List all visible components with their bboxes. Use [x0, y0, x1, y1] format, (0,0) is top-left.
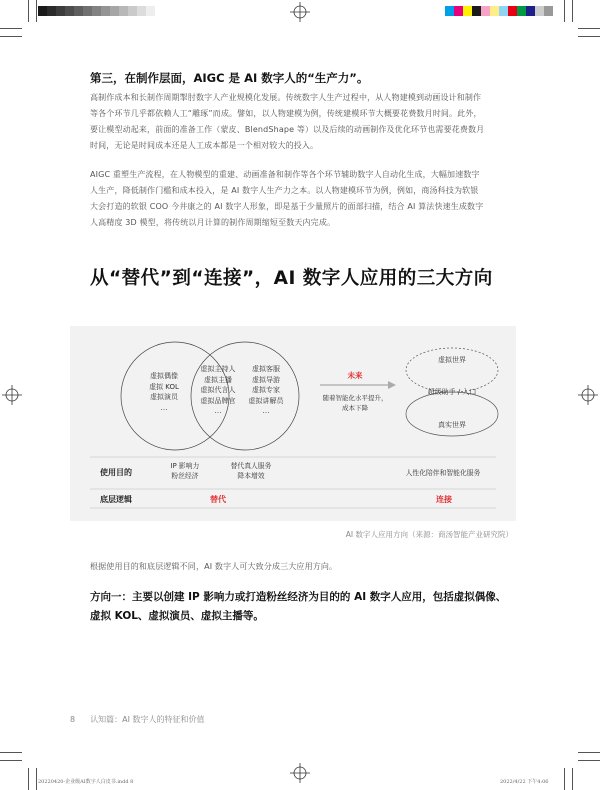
chapter-heading: 从“替代”到“连接”，AI 数字人应用的三大方向	[90, 268, 493, 289]
crop-mark	[0, 752, 22, 753]
color-swatch	[472, 6, 481, 16]
color-swatch	[526, 6, 535, 16]
circle-item: …	[160, 403, 168, 412]
paragraph-line: 要让模型动起来，前面的准备工作（蒙皮、BlendShape 等）以及后续的动画制作及优化环节也需要花费数月	[90, 125, 485, 134]
crop-mark	[564, 768, 565, 790]
section-heading: 第三，在制作层面，AIGC 是 AI 数字人的“生产力”。	[90, 71, 369, 85]
crop-mark	[572, 768, 573, 790]
crop-mark	[0, 760, 22, 761]
underlying-logic-label: 底层逻辑	[100, 495, 132, 504]
color-swatch	[101, 6, 110, 16]
paragraph-line: AIGC 重塑生产流程，在人物模型的重建、动画准备和制作等各个环节辅助数字人自动化生成，大幅加速数字	[90, 170, 480, 179]
crop-mark	[36, 768, 37, 790]
usage-purpose-middle	[216, 461, 286, 481]
color-swatch	[92, 6, 101, 16]
color-swatch	[454, 6, 463, 16]
crop-mark	[578, 36, 600, 37]
overlap-item: 虚拟主播	[204, 375, 232, 384]
circle-item: 虚拟偶像	[150, 372, 178, 380]
logic-substitute: 替代	[210, 495, 226, 504]
paragraph-line: 人高精度 3D 模型，将传统以月计算的制作周期缩短至数天内完成。	[90, 218, 336, 227]
direction-one-line: 虚拟 KOL、虚拟演员、虚拟主播等。	[90, 610, 264, 622]
overlap-item: …	[214, 407, 222, 415]
circle-item: 虚拟演员	[150, 393, 178, 401]
paragraph-line: 时间，无论是时间成本还是人工成本都是一个相对较大的投入。	[90, 141, 319, 150]
color-swatch	[74, 6, 83, 16]
virtual-world-label: 虚拟世界	[438, 356, 466, 364]
registration-mark-top	[290, 2, 310, 22]
color-swatch	[38, 6, 47, 16]
circle-item: 虚拟 KOL	[149, 382, 179, 391]
color-swatch	[508, 6, 517, 16]
slug-left: 20220420-企业级AI数字人白皮书.indd 8	[38, 779, 134, 785]
circle-item: 虚拟专家	[252, 386, 280, 394]
crop-mark	[28, 768, 29, 790]
direction-one-heading	[90, 588, 510, 626]
future-description	[310, 393, 400, 413]
color-swatch	[56, 6, 65, 16]
crop-mark	[578, 760, 600, 761]
circle-item: 虚拟导游	[252, 375, 280, 384]
future-description-line: 随着智能化水平提升，	[322, 394, 388, 402]
crop-mark	[564, 0, 565, 22]
color-swatch	[445, 6, 454, 16]
color-swatch	[481, 6, 490, 16]
usage-purpose-right: 人性化陪伴和智能化服务	[405, 469, 481, 477]
color-swatch	[499, 6, 508, 16]
left-circle-labels	[138, 371, 190, 413]
registration-mark-right	[578, 385, 598, 405]
paragraph-line: 大会打造的软银 COO 今井康之的 AI 数字人形象，即是基于少量照片的面部扫描，结合 AI 算法快速生成数字	[90, 202, 484, 211]
crop-mark	[36, 0, 37, 22]
usage-purpose-line: IP 影响力	[170, 462, 200, 470]
usage-purpose-left	[160, 461, 210, 481]
crop-mark	[0, 28, 22, 29]
overlap-item: 虚拟代言人	[200, 386, 236, 394]
real-world-label: 真实世界	[438, 421, 466, 429]
color-swatch	[128, 6, 137, 16]
paragraph-line: 人生产，降低制作门槛和成本投入，是 AI 数字人生产力之本。以人物建模环节为例，例如，商汤科技为软银	[90, 186, 479, 195]
color-swatch	[535, 6, 544, 16]
crop-mark	[578, 752, 600, 753]
circle-item: 虚拟客服	[252, 365, 280, 373]
direction-one-line: 方向一：主要以创建 IP 影响力或打造粉丝经济为目的的 AI 数字人应用，包括虚拟偶像、	[90, 591, 507, 603]
paragraph-three-directions: 根据使用目的和底层逻辑不同，AI 数字人可大致分成三大应用方向。	[90, 562, 338, 571]
circle-item: 虚拟讲解员	[248, 396, 284, 405]
overlap-item: 虚拟品牌官	[200, 396, 236, 405]
color-swatch	[544, 6, 553, 16]
color-swatch	[463, 6, 472, 16]
overlap-item: 虚拟主持人	[200, 365, 236, 373]
crop-mark	[28, 0, 29, 22]
circle-item: …	[262, 407, 270, 415]
color-swatch	[110, 6, 119, 16]
color-swatch	[47, 6, 56, 16]
usage-purpose-line: 粉丝经济	[171, 472, 199, 480]
page-number: 8	[70, 715, 76, 724]
registration-mark-left	[2, 385, 22, 405]
crop-mark	[578, 28, 600, 29]
figure-caption: AI 数字人应用方向（来源：商汤智能产业研究院）	[345, 530, 513, 539]
color-swatch	[490, 6, 499, 16]
crop-mark	[0, 36, 22, 37]
crop-mark	[572, 0, 573, 22]
color-swatch	[146, 6, 155, 16]
super-assistant-label: 超级助手 / 入口	[427, 388, 477, 396]
logic-connect: 连接	[436, 495, 452, 504]
paragraph-line: 高制作成本和长制作周期掣肘数字人产业规模化发展。传统数字人生产过程中，从人物建模到动画设计和制作	[90, 93, 482, 102]
paragraph-line: 等各个环节几乎都依赖人工“雕琢”而成。譬如，以人物建模为例，传统建模环节大概要花费数月时间。此外，	[90, 109, 482, 118]
usage-purpose-line: 降本增效	[237, 472, 265, 480]
process-color-bar	[445, 6, 553, 16]
paragraph-aigc-reshape	[90, 167, 515, 231]
future-arrow-head	[388, 381, 396, 389]
usage-purpose-line: 替代真人服务	[230, 462, 272, 470]
page-footer	[70, 714, 205, 725]
future-description-line: 成本下降	[342, 404, 368, 412]
future-label: 未来	[347, 371, 363, 380]
right-circle-labels	[238, 364, 294, 417]
color-swatch	[137, 6, 146, 16]
running-title: 认知篇：AI 数字人的特征和价值	[90, 715, 205, 724]
application-direction-figure	[70, 326, 516, 521]
usage-purpose-label: 使用目的	[100, 468, 132, 477]
color-swatch	[119, 6, 128, 16]
slug-right: 2022/4/22 下午4:06	[500, 779, 549, 785]
paragraph-production-cost	[90, 90, 515, 154]
color-swatch	[83, 6, 92, 16]
grayscale-color-bar	[38, 6, 155, 16]
color-swatch	[65, 6, 74, 16]
color-swatch	[517, 6, 526, 16]
registration-mark-bottom	[290, 763, 310, 783]
